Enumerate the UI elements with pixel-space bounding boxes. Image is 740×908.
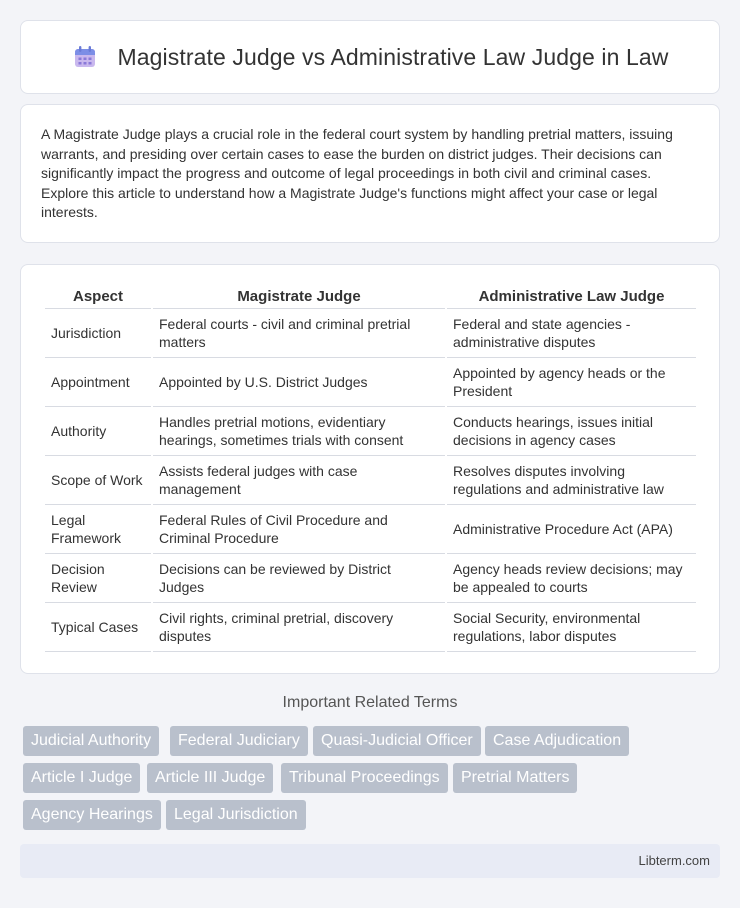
- table-header-row: [45, 285, 696, 309]
- comparison-table: [43, 285, 698, 652]
- page-title: Magistrate Judge vs Administrative Law Judge in Law: [117, 43, 669, 70]
- table-row: [45, 603, 696, 652]
- tag-legal-jurisdiction[interactable]: Legal Jurisdiction: [166, 800, 306, 830]
- footer-site-link[interactable]: Libterm.com: [638, 853, 710, 868]
- calendar-icon: [72, 44, 98, 70]
- title-wrap: [72, 44, 669, 71]
- cell-aspect: Appointment: [45, 358, 151, 407]
- tag-article-iii-judge[interactable]: Article III Judge: [147, 763, 273, 793]
- table-row: [45, 407, 696, 456]
- table-row: [45, 505, 696, 554]
- table-row: [45, 309, 696, 358]
- header-aspect: Aspect: [45, 285, 151, 309]
- cell-magistrate: Decisions can be reviewed by District Judges: [153, 554, 445, 603]
- intro-card: [20, 104, 720, 243]
- cell-alj: Agency heads review decisions; may be appealed to courts: [447, 554, 696, 603]
- tag-judicial-authority[interactable]: Judicial Authority: [23, 726, 159, 756]
- cell-alj: Federal and state agencies - administrative disputes: [447, 309, 696, 358]
- table-row: [45, 456, 696, 505]
- cell-magistrate: Assists federal judges with case management: [153, 456, 445, 505]
- table-row: [45, 358, 696, 407]
- tag-quasi-judicial-officer[interactable]: Quasi-Judicial Officer: [313, 726, 481, 756]
- cell-magistrate: Civil rights, criminal pretrial, discovery disputes: [153, 603, 445, 652]
- tag-case-adjudication[interactable]: Case Adjudication: [485, 726, 629, 756]
- cell-magistrate: Handles pretrial motions, evidentiary hearings, sometimes trials with consent: [153, 407, 445, 456]
- cell-aspect: Authority: [45, 407, 151, 456]
- header-administrative-law-judge: Administrative Law Judge: [447, 285, 696, 309]
- cell-alj: Administrative Procedure Act (APA): [447, 505, 696, 554]
- table-row: [45, 554, 696, 603]
- cell-magistrate: Federal Rules of Civil Procedure and Criminal Procedure: [153, 505, 445, 554]
- footer: [20, 844, 720, 878]
- tag-federal-judiciary[interactable]: Federal Judiciary: [170, 726, 308, 756]
- cell-aspect: Jurisdiction: [45, 309, 151, 358]
- cell-alj: Social Security, environmental regulations, labor disputes: [447, 603, 696, 652]
- cell-magistrate: Federal courts - civil and criminal pretrial matters: [153, 309, 445, 358]
- tag-agency-hearings[interactable]: Agency Hearings: [23, 800, 161, 830]
- tag-tribunal-proceedings[interactable]: Tribunal Proceedings: [281, 763, 448, 793]
- header-magistrate-judge: Magistrate Judge: [153, 285, 445, 309]
- tag-article-i-judge[interactable]: Article I Judge: [23, 763, 140, 793]
- cell-aspect: Legal Framework: [45, 505, 151, 554]
- cell-aspect: Decision Review: [45, 554, 151, 603]
- cell-alj: Conducts hearings, issues initial decisions in agency cases: [447, 407, 696, 456]
- cell-magistrate: Appointed by U.S. District Judges: [153, 358, 445, 407]
- cell-alj: Appointed by agency heads or the President: [447, 358, 696, 407]
- comparison-card: [20, 264, 720, 674]
- related-terms-heading: Important Related Terms: [282, 694, 458, 711]
- header-card: [20, 20, 720, 94]
- cell-alj: Resolves disputes involving regulations and administrative law: [447, 456, 696, 505]
- cell-aspect: Scope of Work: [45, 456, 151, 505]
- tag-pretrial-matters[interactable]: Pretrial Matters: [453, 763, 577, 793]
- cell-aspect: Typical Cases: [45, 603, 151, 652]
- intro-paragraph: A Magistrate Judge plays a crucial role in the federal court system by handling pretrial matters, issuing warrants, and presiding over certain cases to ease the burden on district judges. Their decisions can significantly impact the progress and outcome of legal proceedings in both civil and criminal cases. Explore this article to understand how a Magistrate Judge's functions might affect your case or legal interests.: [41, 126, 673, 220]
